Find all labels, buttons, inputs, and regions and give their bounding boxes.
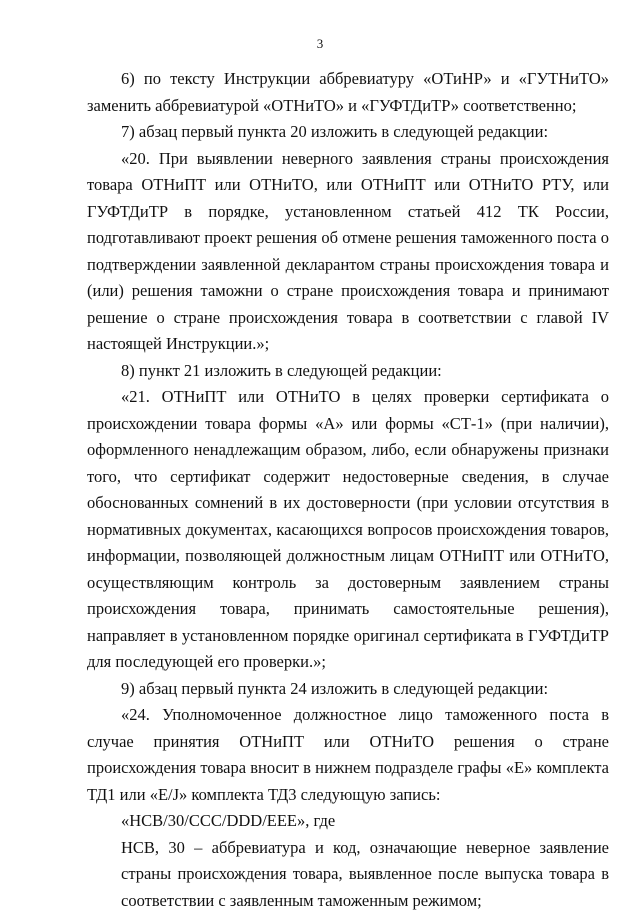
paragraph-item-9: 9) абзац первый пункта 24 изложить в следующей редакции: (87, 676, 609, 703)
paragraph-item-6: 6) по тексту Инструкции аббревиатуру «ОТиНР» и «ГУТНиТО» заменить аббревиатурой «ОТНиТО» и «ГУФТДиТР» соответственно; (87, 66, 609, 119)
record-format: «НСВ/30/ССС/DDD/EEE», где (87, 808, 609, 835)
paragraph-clause-24: «24. Уполномоченное должностное лицо таможенного поста в случае принятия ОТНиПТ или ОТНиТО решения о стране происхождения товара вносит в нижнем подразделе графы «Е» комплекта ТД1 или «E/J» комплекта ТД3 следующую запись: (87, 702, 609, 808)
paragraph-item-7: 7) абзац первый пункта 20 изложить в следующей редакции: (87, 119, 609, 146)
paragraph-item-8: 8) пункт 21 изложить в следующей редакции: (87, 358, 609, 385)
paragraph-clause-20: «20. При выявлении неверного заявления страны происхождения товара ОТНиПТ или ОТНиТО, или ОТНиПТ или ОТНиТО РТУ, или ГУФТДиТР в порядке, установленном статьей 412 ТК России, подготавливают проект решения об отмене решения таможенного поста о подтверждении заявленной декларантом страны происхождения товара и (или) решения таможни о стране происхождения товара и принимают решение о стране происхождения товара в соответствии с главой IV настоящей Инструкции.»; (87, 146, 609, 358)
page-number: 3 (0, 37, 640, 51)
record-code-description: НСВ, 30 – аббревиатура и код, означающие неверное заявление страны происхождения товара, выявленное после выпуска товара в соответствии с заявленным таможенным режимом; (87, 835, 609, 914)
document-body (87, 66, 609, 914)
paragraph-clause-21: «21. ОТНиПТ или ОТНиТО в целях проверки сертификата о происхождении товара формы «А» или формы «СТ-1» (при наличии), оформленного ненадлежащим образом, либо, если обнаружены признаки того, что сертификат содержит недостоверные сведения, в случае обоснованных сомнений в их достоверности (при условии отсутствия в нормативных документах, касающихся вопросов происхождения товаров, информации, позволяющей должностным лицам ОТНиПТ или ОТНиТО, осуществляющим контроль за достоверным заявлением страны происхождения товара, принимать самостоятельные решения), направляет в установленном порядке оригинал сертификата в ГУФТДиТР для последующей его проверки.»; (87, 384, 609, 676)
